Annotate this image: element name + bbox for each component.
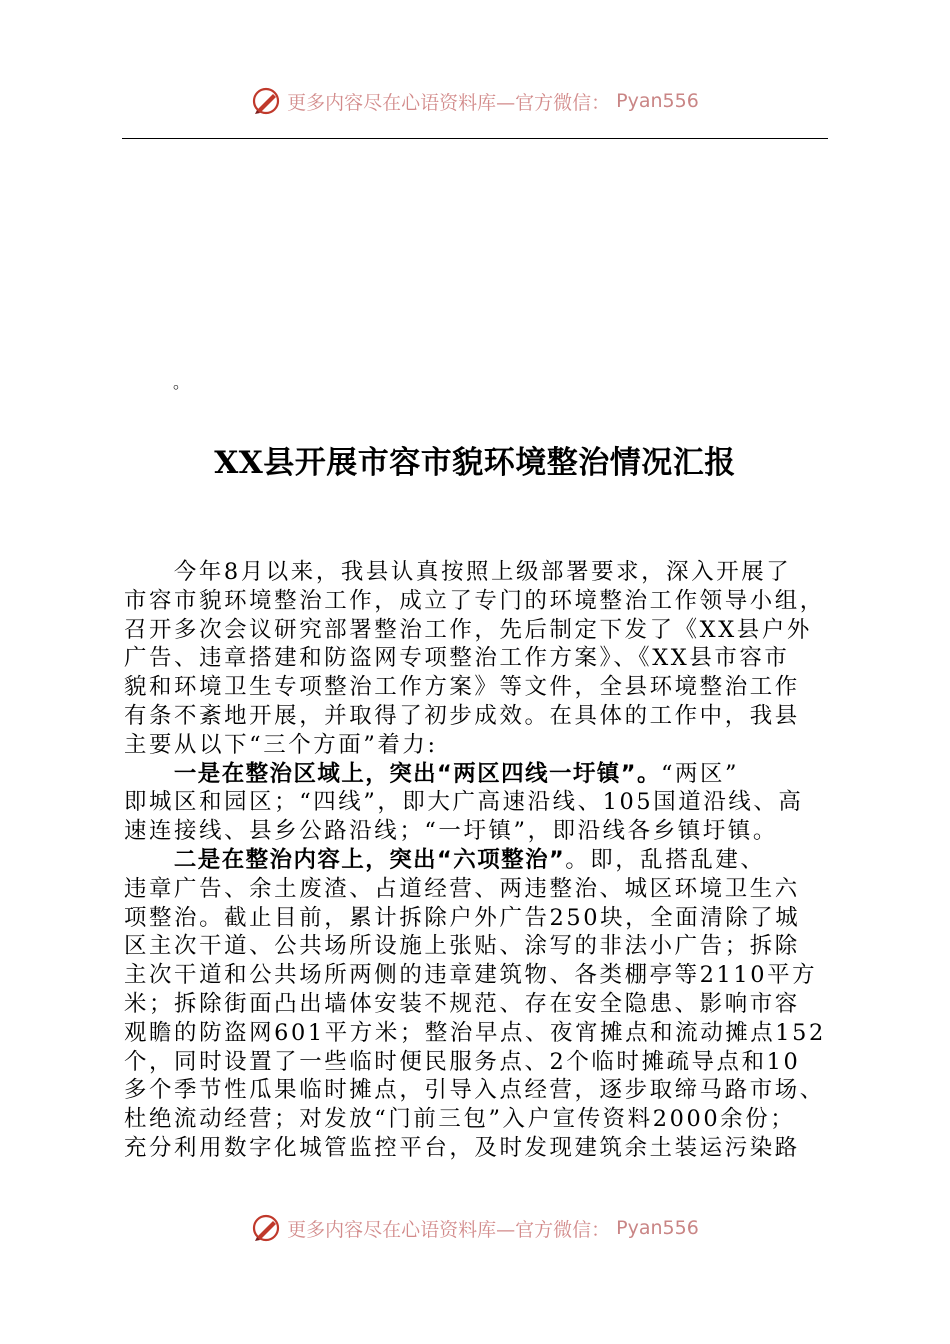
body-line bbox=[124, 731, 832, 760]
pen-logo-icon bbox=[251, 86, 281, 116]
watermark-wechat: Pyan556 bbox=[616, 90, 699, 112]
line-text: 貌和环境卫生专项整治工作方案》等文件，全县环境整治工作 bbox=[124, 674, 800, 701]
watermark-text: 更多内容尽在心语资料库—官方微信： bbox=[287, 91, 611, 114]
line-text: 有条不紊地开展，并取得了初步成效。在具体的工作中，我县 bbox=[124, 702, 800, 729]
body-line bbox=[124, 616, 832, 645]
line-text: “两区” bbox=[660, 760, 740, 787]
body-line bbox=[124, 1019, 832, 1048]
line-text: 区主次干道、公共场所设施上张贴、涂写的非法小广告；拆除 bbox=[124, 933, 800, 960]
line-text: 主要从以下“三个方面”着力: bbox=[124, 731, 438, 758]
document-body bbox=[124, 558, 834, 1163]
line-text: 个，同时设置了一些临时便民服务点、2个临时摊疏导点和10 bbox=[124, 1048, 801, 1075]
bold-heading: 一是在整治区域上，突出“两区四线一圩镇”。 bbox=[173, 760, 661, 787]
body-line bbox=[124, 990, 832, 1019]
pen-logo-icon bbox=[251, 1213, 281, 1243]
line-text: 市容市貌环境整治工作，成立了专门的环境整治工作领导小组， bbox=[124, 587, 825, 614]
bold-heading: 二是在整治内容上，突出“六项整治” bbox=[173, 846, 566, 873]
body-line bbox=[124, 846, 832, 875]
watermark-header bbox=[0, 86, 950, 116]
body-line bbox=[124, 673, 832, 702]
line-text: 充分利用数字化城管监控平台，及时发现建筑余土装运污染路 bbox=[124, 1134, 800, 1161]
line-text: 多个季节性瓜果临时摊点，引导入点经营，逐步取缔马路市场、 bbox=[124, 1077, 825, 1104]
body-line bbox=[124, 875, 832, 904]
line-text: 今年8月以来，我县认真按照上级部署要求，深入开展了 bbox=[173, 559, 792, 585]
paragraph-mark: 。 bbox=[173, 373, 190, 392]
body-line bbox=[124, 788, 832, 817]
body-line bbox=[124, 760, 832, 789]
line-text: 违章广告、余土废渣、占道经营、两违整治、城区环境卫生六 bbox=[124, 875, 800, 902]
line-text: 项整治。截止目前，累计拆除户外广告250块，全面清除了城 bbox=[124, 904, 801, 931]
line-text: 即城区和园区；“四线”，即大广高速沿线、105国道沿线、高 bbox=[124, 789, 804, 816]
body-line bbox=[124, 932, 832, 961]
body-line bbox=[124, 702, 832, 731]
line-text: 杜绝流动经营；对发放“门前三包”入户宣传资料2000余份； bbox=[124, 1106, 796, 1133]
body-line bbox=[124, 1048, 832, 1077]
watermark-wechat: Pyan556 bbox=[616, 1217, 699, 1239]
line-text: 观瞻的防盗网601平方米；整治早点、夜宵摊点和流动摊点152 bbox=[124, 1019, 826, 1046]
watermark-text: 更多内容尽在心语资料库—官方微信： bbox=[287, 1218, 611, 1241]
watermark-footer bbox=[0, 1213, 950, 1243]
document-title: XX县开展市容市貌环境整治情况汇报 bbox=[214, 445, 736, 481]
body-line bbox=[124, 587, 832, 616]
line-text: 召开多次会议研究部署整治工作，先后制定下发了《XX县户外 bbox=[124, 616, 812, 643]
body-line bbox=[124, 817, 832, 846]
line-text: 。即，乱搭乱建、 bbox=[565, 846, 766, 873]
line-text: 广告、违章搭建和防盗网专项整治工作方案》、《XX县市容市 bbox=[124, 645, 790, 672]
header-rule bbox=[122, 138, 828, 139]
body-line bbox=[124, 1105, 832, 1134]
body-line bbox=[124, 558, 832, 587]
body-line bbox=[124, 961, 832, 990]
line-text: 主次干道和公共场所两侧的违章建筑物、各类棚亭等2110平方 bbox=[124, 962, 818, 989]
line-text: 速连接线、县乡公路沿线；“一圩镇”，即沿线各乡镇圩镇。 bbox=[124, 818, 778, 845]
body-line bbox=[124, 1076, 832, 1105]
body-line bbox=[124, 644, 832, 673]
body-line bbox=[124, 1134, 832, 1163]
line-text: 米；拆除街面凸出墙体安装不规范、存在安全隐患、影响市容 bbox=[124, 990, 800, 1017]
body-line bbox=[124, 904, 832, 933]
